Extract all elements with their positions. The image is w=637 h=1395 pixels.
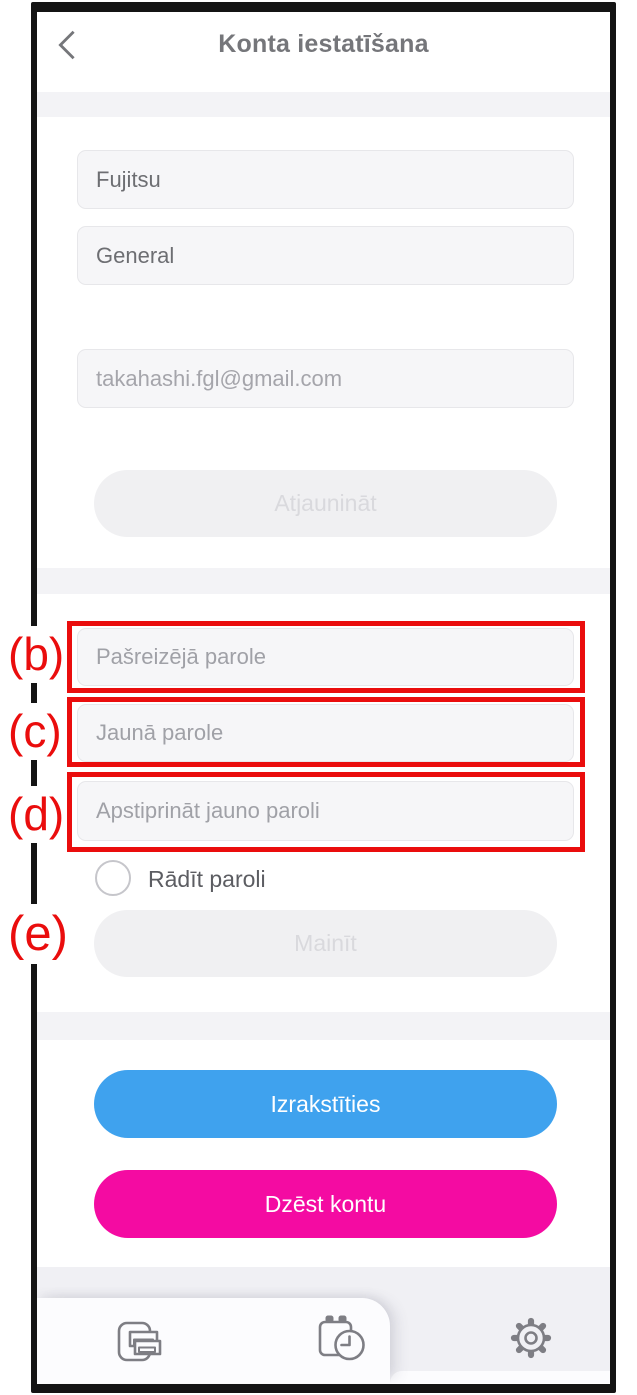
new-password-field[interactable] xyxy=(77,704,574,762)
schedule-clock-icon xyxy=(315,1312,369,1366)
show-password-radio[interactable] xyxy=(95,860,131,896)
annotation-label-d: (d) xyxy=(5,786,67,843)
sign-out-button[interactable]: Izrakstīties xyxy=(94,1070,557,1138)
annotation-label-b: (b) xyxy=(5,626,67,683)
cards-icon xyxy=(113,1316,165,1368)
change-password-button[interactable]: Mainīt xyxy=(94,910,557,977)
section-divider xyxy=(37,92,610,117)
tab-schedule[interactable] xyxy=(315,1312,369,1366)
annotation-label-c: (c) xyxy=(5,703,65,760)
settings-gear-icon xyxy=(507,1314,555,1362)
tab-cards[interactable] xyxy=(113,1316,165,1368)
current-password-field[interactable] xyxy=(77,628,574,686)
tabbar-active-strip xyxy=(390,1371,610,1383)
annotation-label-e: (e) xyxy=(5,904,71,964)
tab-settings[interactable] xyxy=(507,1314,555,1362)
page-title: Konta iestatīšana xyxy=(218,30,429,58)
delete-account-button[interactable]: Dzēst kontu xyxy=(94,1170,557,1238)
company-field[interactable] xyxy=(77,150,574,209)
department-field[interactable] xyxy=(77,226,574,285)
section-divider xyxy=(37,568,610,594)
update-button[interactable]: Atjaunināt xyxy=(94,470,557,537)
section-divider xyxy=(37,1012,610,1040)
confirm-password-field[interactable] xyxy=(77,781,574,841)
email-field[interactable] xyxy=(77,349,574,408)
show-password-label: Rādīt paroli xyxy=(148,866,266,892)
